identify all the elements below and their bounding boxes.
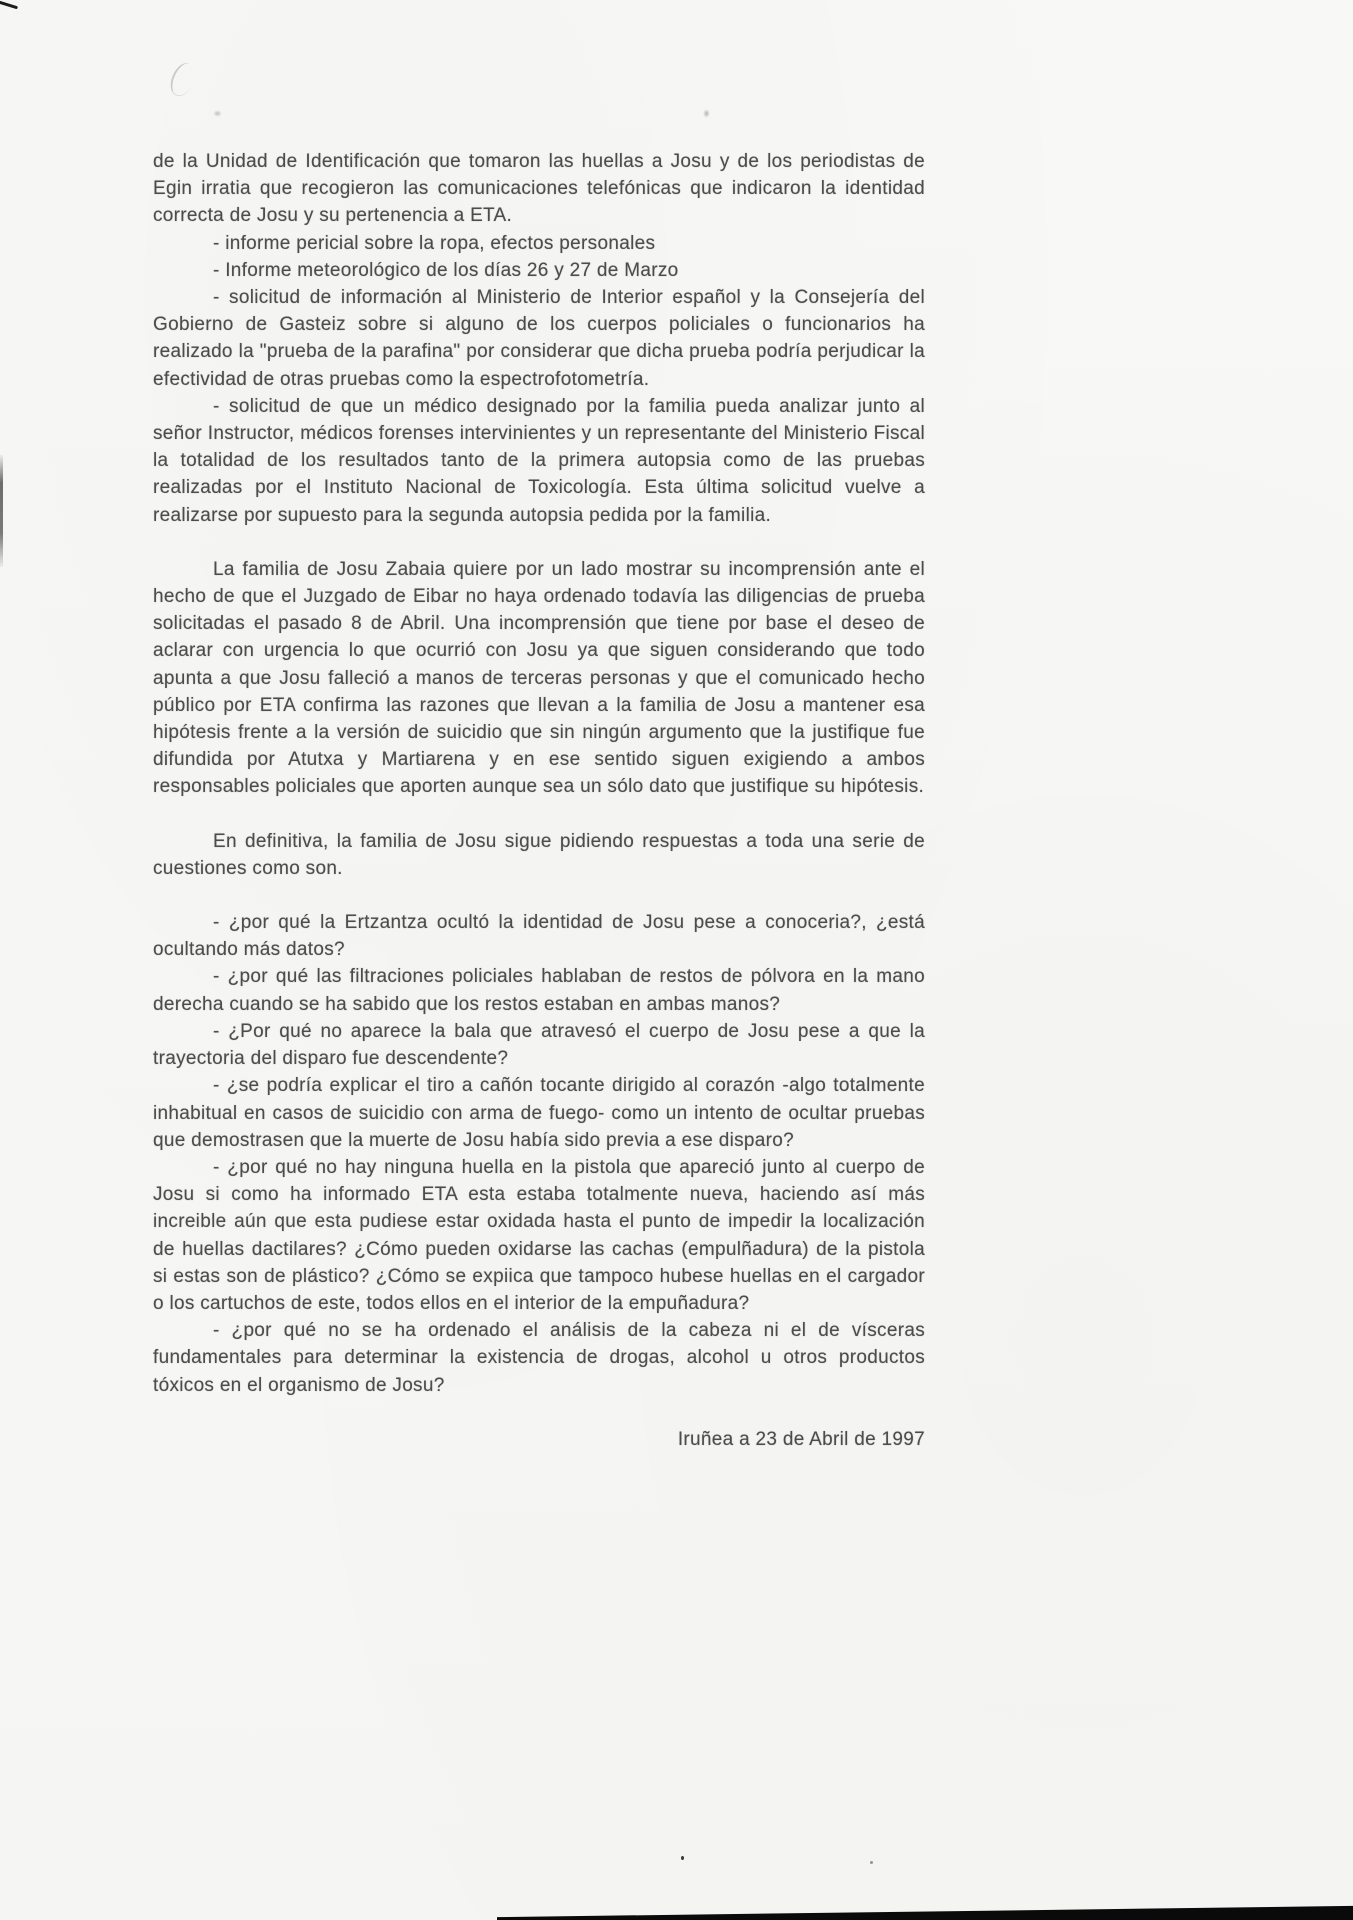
question-tiro-canon-tocante: - ¿se podría explicar el tiro a cañón tocante dirigido al corazón -algo totalmente inhabitual en casos de suicidio con arma de fuego- como un intento de ocultar pruebas que demostrasen que la muerte de Josu había sido previa a ese disparo? xyxy=(153,1075,925,1151)
list-item-solicitud-informacion: - solicitud de información al Ministerio de Interior español y la Consejería del Gobierno de Gasteiz sobre si alguno de los cuerpos policiales o funcionarios ha realizado la "prueba de la parafina" por considerar que dicha prueba podría perjudicar la efectividad de otras pruebas como la espectrofotometría. xyxy=(153,287,925,390)
question-analisis-cabeza: - ¿por qué no se ha ordenado el análisis de la cabeza ni el de vísceras fundamentales para determinar la existencia de drogas, alcohol u otros productos tóxicos en el organismo de Josu? xyxy=(153,1320,925,1396)
list-item-solicitud-medico: - solicitud de que un médico designado por la familia pueda analizar junto al señor Instructor, médicos forenses intervinientes y un representante del Ministerio Fiscal la totalidad de los resultados tanto de la primera autopsia como de las pruebas realizadas por el Instituto Nacional de Toxicología. Esta última solicitud vuelve a realizarse por supuesto para la segunda autopsia pedida por la familia. xyxy=(153,395,925,526)
scan-bottom-edge-bar xyxy=(497,1904,1353,1920)
document-body xyxy=(153,148,925,1453)
scan-speck xyxy=(681,1856,684,1860)
question-bala-trayectoria: - ¿Por qué no aparece la bala que atravesó el cuerpo de Josu pese a que la trayectoria del disparo fue descendente? xyxy=(153,1020,925,1070)
paragraph-en-definitiva: En definitiva, la familia de Josu sigue pidiendo respuestas a toda una serie de cuestiones como son. xyxy=(153,830,925,879)
scan-speck xyxy=(703,109,710,118)
question-huellas-pistola: - ¿por qué no hay ninguna huella en la pistola que apareció junto al cuerpo de Josu si como ha informado ETA esta estaba totalmente nueva, haciendo así más increible aún que esta pudiese estar oxidada hasta el punto de impedir la localización de huellas dactilares? ¿Cómo pueden oxidarse las cachas (empulñadura) de la pistola si estas son de plástico? ¿Cómo se expiica que tampoco hubese huellas en el cargador o los cartuchos de este, todos ellos en el interior de la empuñadura? xyxy=(153,1156,925,1314)
paragraph-continuation: de la Unidad de Identificación que tomaron las huellas a Josu y de los periodistas de Egin irratia que recogieron las comunicaciones telefónicas que indicaron la identidad correcta de Josu y su pertenencia a ETA. xyxy=(153,151,925,227)
paragraph-familia-incomprension: La familia de Josu Zabaia quiere por un lado mostrar su incomprensión ante el hecho de que el Juzgado de Eibar no haya ordenado todavía las diligencias de prueba solicitadas el pasado 8 de Abril. Una incomprensión que tiene por base el deseo de aclarar con urgencia lo que ocurrió con Josu ya que siguen considerando que todo apunta a que Josu falleció a manos de terceras personas y que el comunicado hecho público por ETA confirma las razones que llevan a la familia de Josu a mantener esa hipótesis frente a la versión de suicidio que sin ningún argumento que la justifique fue difundida por Atutxa y Martiarena y en ese sentido siguen exigiendo a ambos responsables policiales que aporten aunque sea un sólo dato que justifique su hipótesis. xyxy=(153,558,925,798)
scan-speck xyxy=(213,110,222,117)
list-item-informe-pericial: - informe pericial sobre la ropa, efectos personales xyxy=(213,232,656,254)
question-filtraciones-polvora: - ¿por qué las filtraciones policiales hablaban de restos de pólvora en la mano derecha cuando se ha sabido que los restos estaban en ambas manos? xyxy=(153,966,925,1015)
scan-speck xyxy=(166,59,200,100)
date-line: Iruñea a 23 de Abril de 1997 xyxy=(677,1428,925,1450)
scan-corner-mark xyxy=(0,0,18,9)
scan-left-edge-artifact xyxy=(0,455,3,567)
list-item-informe-meteorologico: - Informe meteorológico de los días 26 y 27 de Marzo xyxy=(213,259,679,281)
scan-speck xyxy=(870,1861,873,1864)
question-ertzantza-identidad: - ¿por qué la Ertzantza ocultó la identidad de Josu pese a conoceria?, ¿está ocultando más datos? xyxy=(153,912,925,961)
